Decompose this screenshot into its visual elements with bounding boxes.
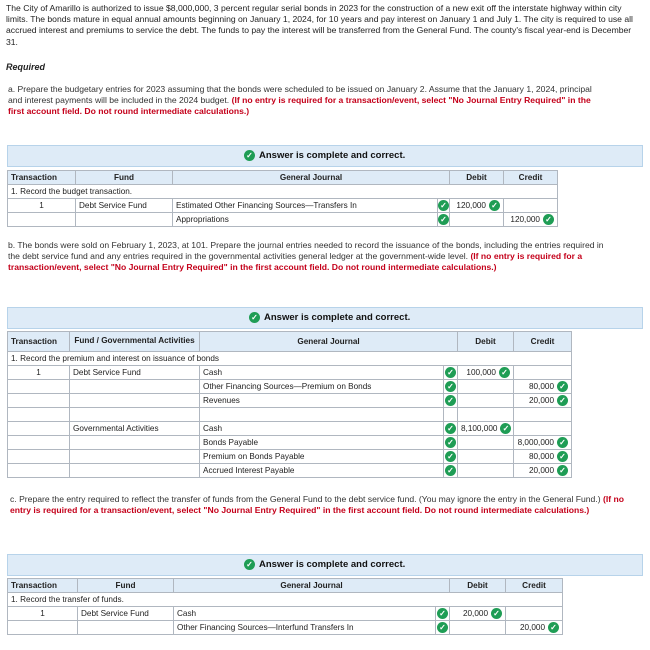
col-fund: Fund [78, 579, 174, 593]
debit-cell[interactable] [458, 436, 514, 450]
table-row [8, 621, 563, 635]
account-cell[interactable]: Bonds Payable [200, 436, 444, 450]
debit-cell[interactable] [450, 213, 504, 227]
debit-cell[interactable] [458, 464, 514, 478]
transaction-number: 1 [8, 607, 78, 621]
part-c-answer-banner [7, 554, 643, 576]
col-transaction: Transaction [8, 332, 70, 352]
check-circle-icon: ✓ [438, 214, 449, 225]
part-b-answer-banner [7, 307, 643, 329]
check-circle-icon: ✓ [249, 312, 260, 323]
col-debit: Debit [450, 579, 506, 593]
credit-cell[interactable] [514, 366, 572, 380]
part-c-prompt [10, 494, 642, 516]
account-cell[interactable]: Appropriations [173, 213, 438, 227]
col-credit: Credit [506, 579, 563, 593]
part-c-instruction: (If no entry is required for a transaction/event, select "No Journal Entry Required" in the first account field. Do not round intermediate calculations.) [10, 494, 624, 516]
debit-cell[interactable] [450, 607, 506, 621]
credit-value: 20,000 [528, 466, 554, 475]
table-row [8, 422, 572, 436]
check-circle-icon: ✓ [438, 200, 449, 211]
transaction-number: 1 [8, 366, 70, 380]
col-fund: Fund [76, 171, 173, 185]
col-debit: Debit [450, 171, 504, 185]
debit-value: 8,100,000 [461, 424, 498, 433]
check-circle-icon: ✓ [557, 381, 568, 392]
account-cell[interactable]: Other Financing Sources—Premium on Bonds [200, 380, 444, 394]
part-b-prompt [8, 240, 608, 274]
debit-value: 120,000 [456, 201, 486, 210]
check-circle-icon: ✓ [437, 608, 448, 619]
credit-value: 20,000 [519, 623, 545, 632]
credit-cell[interactable] [514, 464, 572, 478]
col-fund: Fund / Governmental Activities [70, 332, 200, 352]
table-row [8, 593, 563, 607]
fund-cell[interactable]: Debt Service Fund [70, 366, 200, 380]
credit-value: 120,000 [510, 215, 540, 224]
check-circle-icon: ✓ [445, 437, 456, 448]
check-circle-icon: ✓ [557, 395, 568, 406]
col-general-journal: General Journal [174, 579, 450, 593]
account-cell[interactable]: Estimated Other Financing Sources—Transfers In [173, 199, 438, 213]
credit-cell[interactable] [514, 394, 572, 408]
check-circle-icon: ✓ [445, 451, 456, 462]
account-cell[interactable]: Other Financing Sources—Interfund Transfers In [174, 621, 436, 635]
check-circle-icon: ✓ [500, 423, 511, 434]
table-row [8, 366, 572, 380]
check-circle-icon: ✓ [491, 608, 502, 619]
table-header [8, 332, 572, 352]
part-c-journal-table [7, 578, 563, 635]
table-row [8, 352, 572, 366]
check-circle-icon: ✓ [445, 465, 456, 476]
check-circle-icon: ✓ [445, 381, 456, 392]
transaction-description: 1. Record the budget transaction. [8, 185, 173, 199]
part-c-text: c. Prepare the entry required to reflect the transfer of funds from the General Fund to the debt service fund. (You may ignore the entry in the General Fund.) [10, 494, 601, 504]
debit-cell[interactable] [458, 450, 514, 464]
part-b-journal-table [7, 331, 572, 478]
check-circle-icon: ✓ [557, 437, 568, 448]
credit-cell[interactable] [506, 621, 563, 635]
check-circle-icon: ✓ [445, 395, 456, 406]
check-circle-icon: ✓ [244, 150, 255, 161]
debit-cell[interactable] [458, 394, 514, 408]
table-row [8, 199, 558, 213]
credit-value: 8,000,000 [517, 438, 554, 447]
debit-value: 20,000 [462, 609, 488, 618]
col-transaction: Transaction [8, 171, 76, 185]
account-cell[interactable]: Cash [200, 366, 444, 380]
account-cell[interactable]: Cash [174, 607, 436, 621]
credit-cell[interactable] [514, 436, 572, 450]
table-row [8, 394, 572, 408]
credit-value: 80,000 [528, 382, 554, 391]
check-circle-icon: ✓ [548, 622, 559, 633]
debit-cell[interactable] [450, 199, 504, 213]
check-circle-icon: ✓ [557, 451, 568, 462]
table-row [8, 408, 572, 422]
table-row [8, 607, 563, 621]
transaction-description: 1. Record the premium and interest on issuance of bonds [8, 352, 444, 366]
fund-cell[interactable]: Governmental Activities [70, 422, 200, 436]
banner-text: Answer is complete and correct. [264, 312, 411, 323]
table-row [8, 185, 558, 199]
part-a-prompt [8, 84, 608, 118]
credit-cell[interactable] [506, 607, 563, 621]
check-circle-icon: ✓ [445, 423, 456, 434]
transaction-description: 1. Record the transfer of funds. [8, 593, 174, 607]
col-debit: Debit [458, 332, 514, 352]
credit-cell[interactable] [514, 422, 572, 436]
part-b-text: b. The bonds were sold on February 1, 2023, at 101. Prepare the journal entries needed to record the issuance of the bonds, including the entries required in the debt service fund and any entries required in the governmental activities general ledger at the government-wide level. [8, 240, 604, 262]
col-general-journal: General Journal [173, 171, 450, 185]
debit-cell[interactable] [450, 621, 506, 635]
credit-cell[interactable] [514, 450, 572, 464]
check-circle-icon: ✓ [557, 465, 568, 476]
check-circle-icon: ✓ [244, 559, 255, 570]
credit-value: 80,000 [528, 452, 554, 461]
credit-cell[interactable] [504, 199, 558, 213]
account-cell[interactable]: Premium on Bonds Payable [200, 450, 444, 464]
account-cell[interactable]: Cash [200, 422, 444, 436]
debit-cell[interactable] [458, 366, 514, 380]
debit-cell[interactable] [458, 380, 514, 394]
col-transaction: Transaction [8, 579, 78, 593]
part-b-instruction: (If no entry is required for a transaction/event, select "No Journal Entry Required" in the first account field. Do not round intermediate calculations.) [8, 251, 583, 273]
check-circle-icon: ✓ [437, 622, 448, 633]
col-general-journal: General Journal [200, 332, 458, 352]
table-row [8, 450, 572, 464]
table-row [8, 464, 572, 478]
part-a-text: a. Prepare the budgetary entries for 2023 assuming that the bonds were scheduled to be issued on January 2. Assume that the January 1, 2024, principal and interest payments will be included in the 2024 budget. [8, 84, 592, 106]
table-row [8, 380, 572, 394]
fund-cell[interactable]: Debt Service Fund [78, 607, 174, 621]
part-a-journal-table [7, 170, 558, 227]
part-a-answer-banner [7, 145, 643, 167]
check-circle-icon: ✓ [489, 200, 500, 211]
credit-cell[interactable] [504, 213, 558, 227]
credit-cell[interactable] [514, 380, 572, 394]
required-heading: Required [6, 62, 46, 72]
banner-text: Answer is complete and correct. [259, 559, 406, 570]
transaction-number: 1 [8, 199, 76, 213]
check-circle-icon: ✓ [445, 367, 456, 378]
table-row [8, 436, 572, 450]
part-a-instruction: (If no entry is required for a transaction/event, select "No Journal Entry Required" in the first account field. Do not round intermediate calculations.) [8, 95, 591, 117]
debit-value: 100,000 [466, 368, 496, 377]
check-circle-icon: ✓ [499, 367, 510, 378]
fund-cell[interactable]: Debt Service Fund [76, 199, 173, 213]
banner-text: Answer is complete and correct. [259, 150, 406, 161]
col-credit: Credit [514, 332, 572, 352]
table-header [8, 171, 558, 185]
account-cell[interactable]: Accrued Interest Payable [200, 464, 444, 478]
credit-value: 20,000 [528, 396, 554, 405]
table-row [8, 213, 558, 227]
col-credit: Credit [504, 171, 558, 185]
account-cell[interactable]: Revenues [200, 394, 444, 408]
check-circle-icon: ✓ [543, 214, 554, 225]
problem-statement: The City of Amarillo is authorized to issue $8,000,000, 3 percent regular serial bonds in 2023 for the construction of a new exit off the interstate highway within city limits. The bonds mature in equal annual amounts beginning on January 1, 2024, for 10 years and pay interest on January 1 and July 1. The city is required to use all accrued interest and premiums to service the debt. The funds to pay the interest will be transferred from the General Fund. The county's fiscal year-end is December 31. [6, 3, 633, 47]
debit-cell[interactable] [458, 422, 514, 436]
table-header [8, 579, 563, 593]
